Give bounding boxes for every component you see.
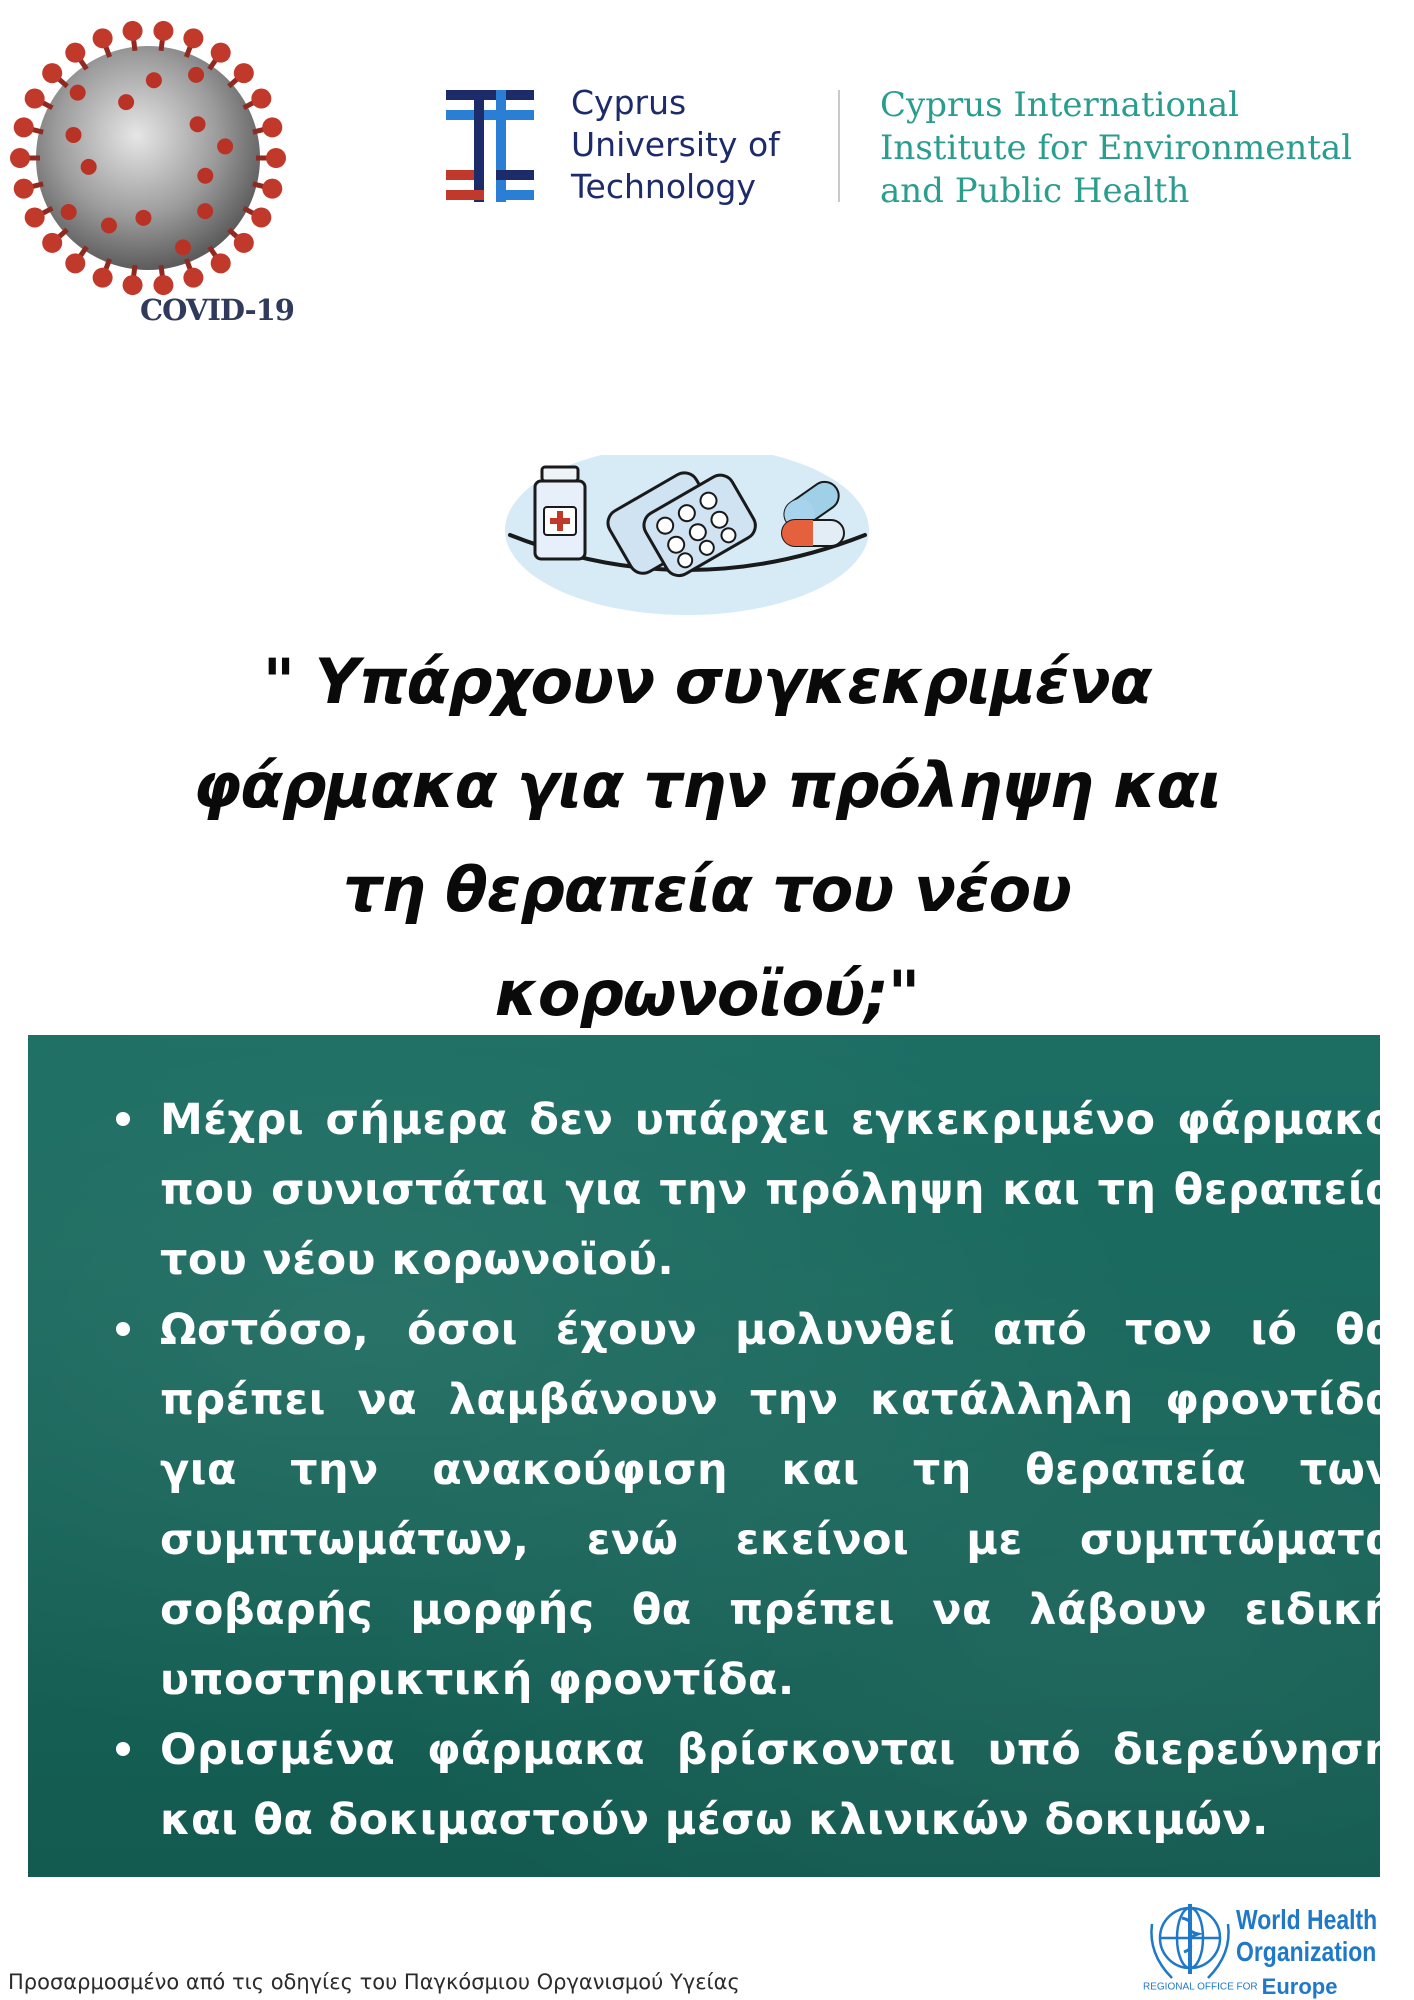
answer-board <box>28 1035 1395 1877</box>
answer-bullet-2: Ωστόσο, όσοι έχουν μολυνθεί από τον ιό θα πρέπει να λαμβάνουν την κατάλληλη φροντίδα για την ανακούφιση και τη θεραπεία των συμπτωμάτων, ενώ εκείνοι με συμπτώματα σοβαρής μορφής θα πρέπει να λάβουν ειδική υποστηρικτική φροντίδα. <box>160 1295 1395 1715</box>
coronavirus-illustration <box>0 10 290 300</box>
ciiphe-name: Cyprus International Institute for Environmental and Public Health <box>880 85 1353 211</box>
who-region-europe: Europe <box>1261 1974 1338 1999</box>
answer-bullet-1: Μέχρι σήμερα δεν υπάρχει εγκεκριμένο φάρμακο που συνιστάται για την πρόληψη και τη θεραπεία του νέου κορωνοϊού. <box>160 1085 1395 1295</box>
medicine-illustration <box>495 455 880 630</box>
cut-name: Cyprus University of Technology <box>571 83 780 206</box>
answer-list <box>80 1085 1395 1855</box>
who-name: World Health Organization <box>1236 1904 1378 1967</box>
source-note: Προσαρμοσμένο από τις οδηγίες του Παγκόσμιου Οργανισμού Υγείας <box>8 1970 740 1994</box>
who-region-small: REGIONAL OFFICE FOR <box>1143 1981 1258 1993</box>
header-divider <box>838 90 840 202</box>
question-heading: " Υπάρχουν συγκεκριμένα φάρμακα για την πρόληψη και τη θεραπεία του νέου κορωνοϊού;" <box>192 645 1222 1030</box>
answer-bullet-3: Ορισμένα φάρμακα βρίσκονται υπό διερεύνηση και θα δοκιμαστούν μέσω κλινικών δοκιμών. <box>160 1715 1395 1855</box>
medicine-bottle-icon <box>535 467 585 559</box>
who-region <box>1143 1974 1337 2000</box>
cut-logo <box>446 90 534 202</box>
covid-label: COVID-19 <box>140 293 294 327</box>
capsule-icon-2 <box>782 520 844 546</box>
